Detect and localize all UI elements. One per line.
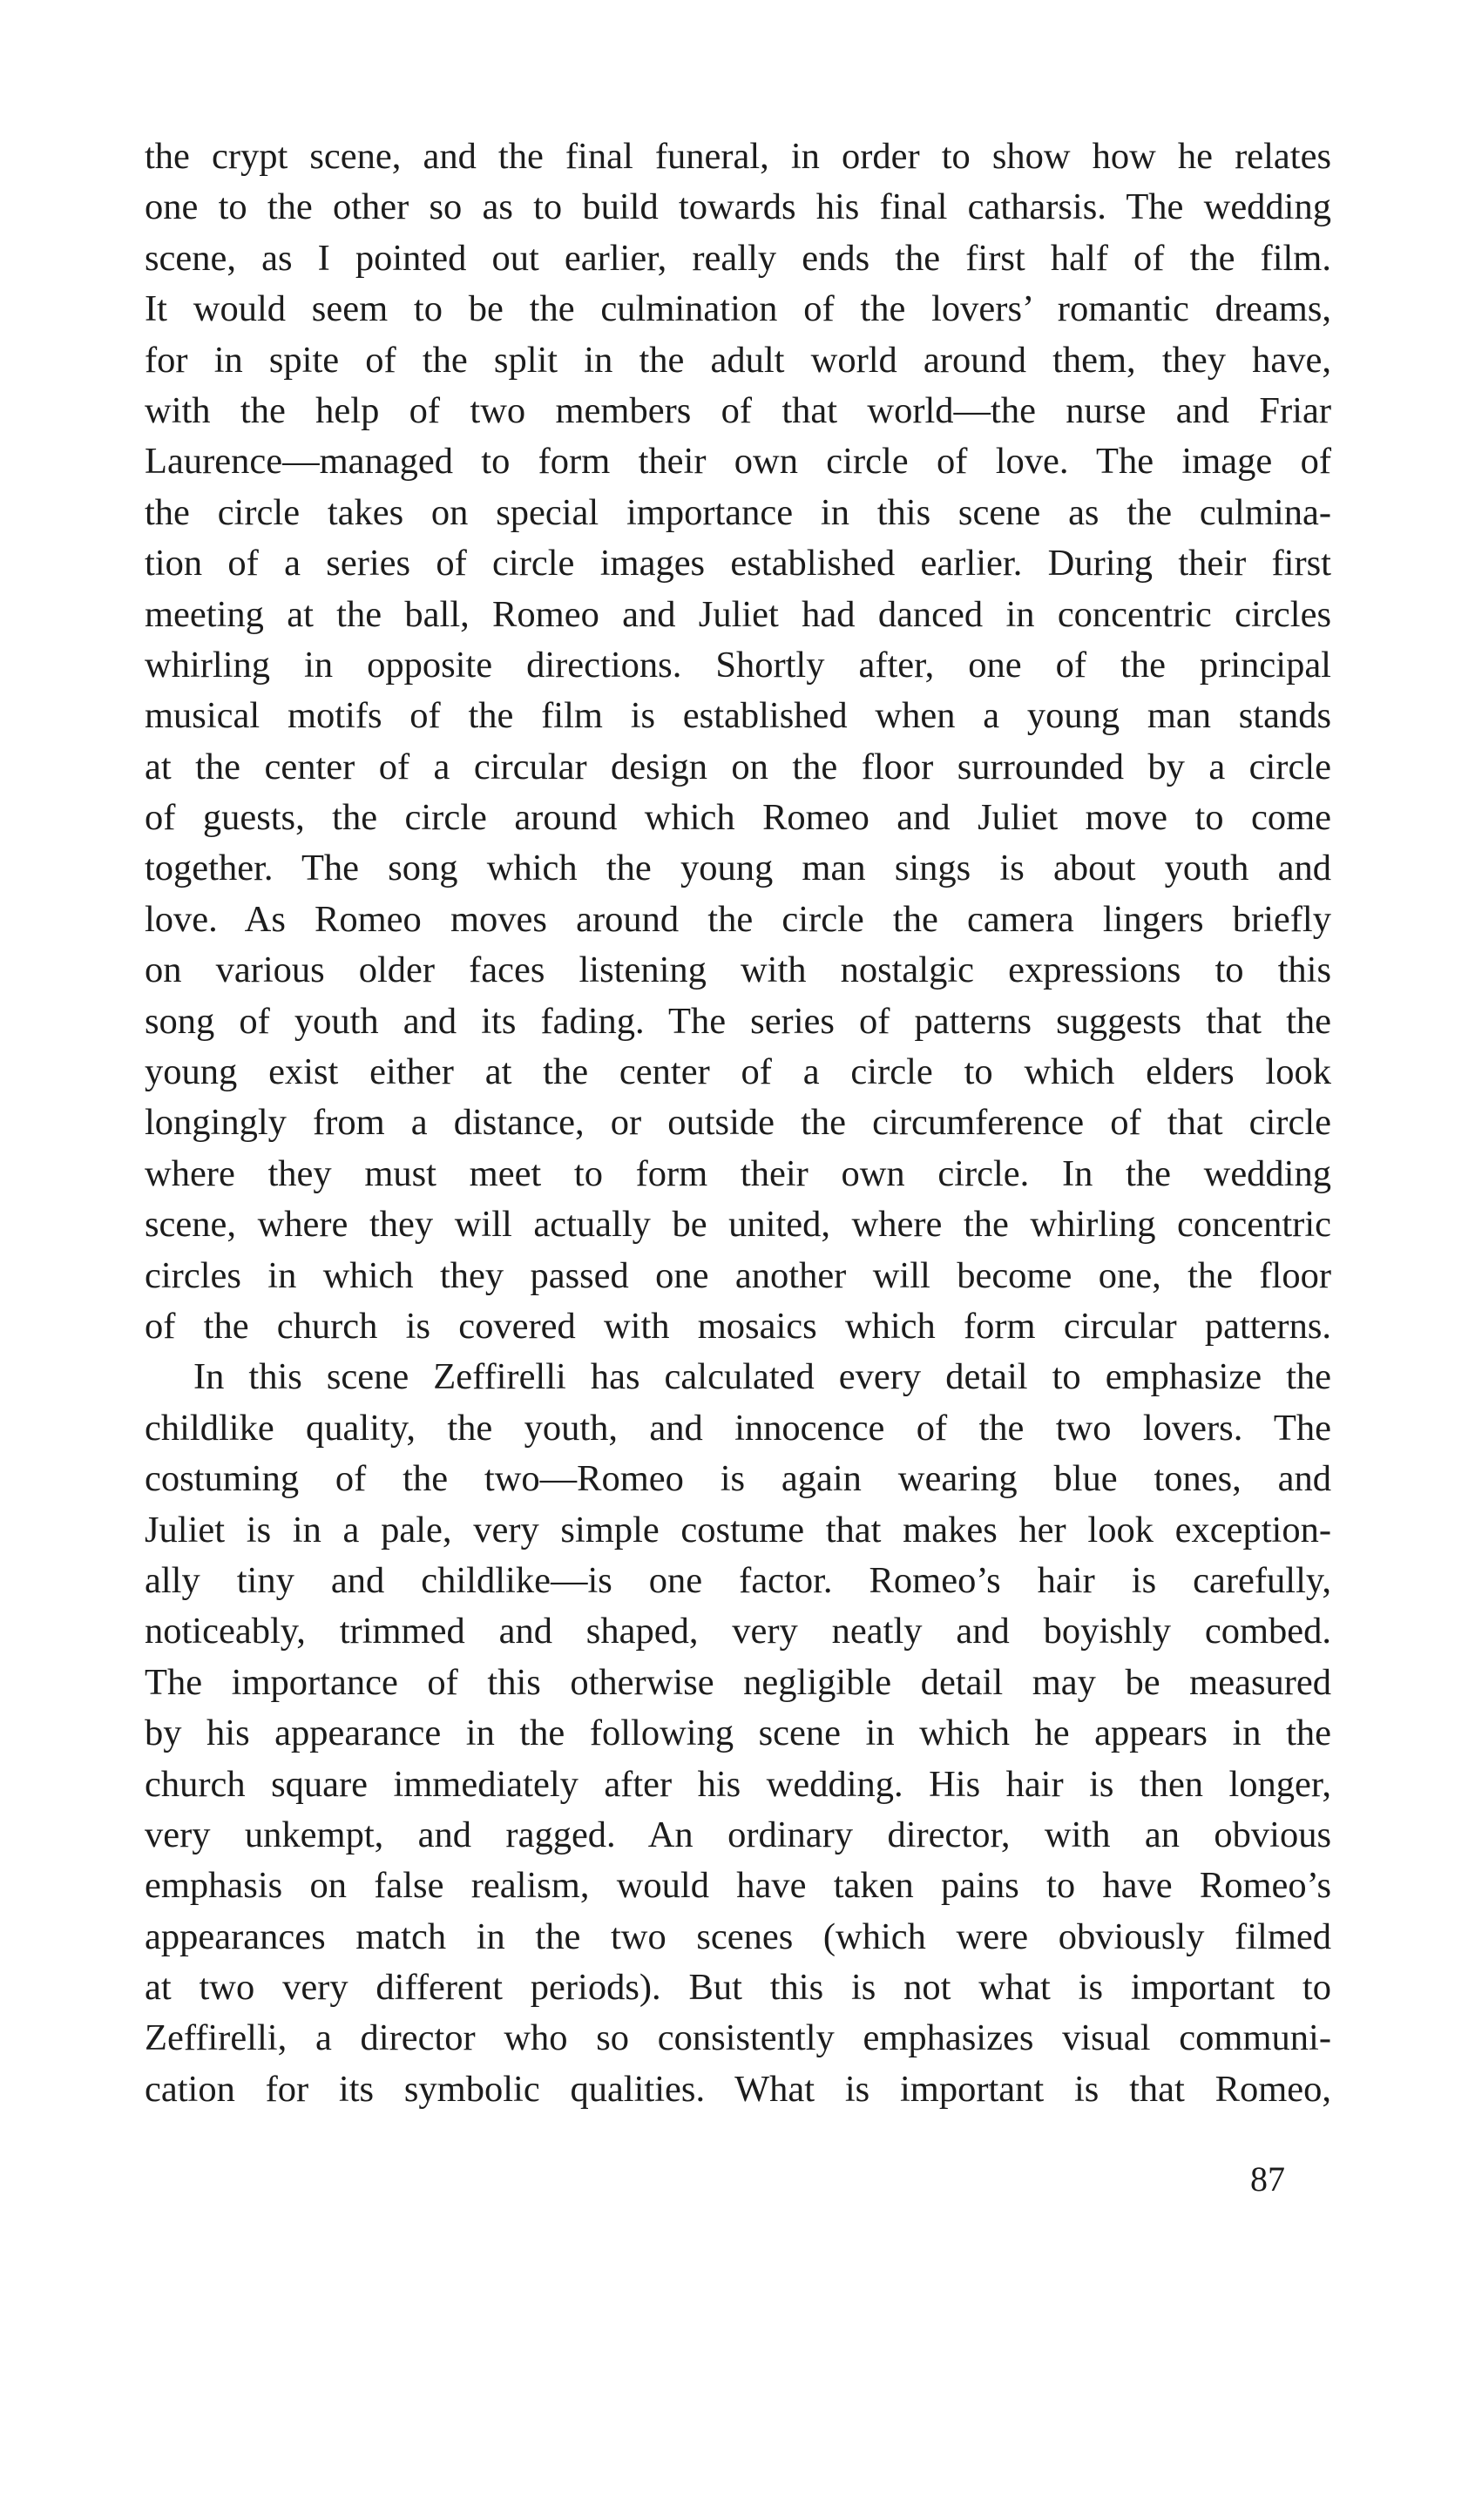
text-line: church square immediately after his wedding. His hair is then longer, [145,1763,1331,1805]
text-line: Juliet is in a pale, very simple costume that makes her look exception- [145,1509,1331,1551]
text-line: the circle takes on special importance in this scene as the culmina- [145,491,1331,533]
text-line: whirling in opposite directions. Shortly after, one of the principal [145,644,1331,686]
text-line: The importance of this otherwise negligible detail may be measured [145,1661,1331,1703]
text-line: on various older faces listening with nostalgic expressions to this [145,949,1331,991]
text-line: by his appearance in the following scene in which he appears in the [145,1713,1331,1754]
text-line: at two very different periods). But this is not what is important to [145,1967,1331,2009]
text-line: Zeffirelli, a director who so consistently emphasizes visual communi- [145,2017,1331,2059]
text-line: the crypt scene, and the final funeral, in order to show how he relates [145,136,1331,177]
text-line: tion of a series of circle images established earlier. During their first [145,543,1331,584]
text-line: of guests, the circle around which Romeo and Juliet move to come [145,797,1331,839]
text-line: young exist either at the center of a circle to which elders look [145,1051,1331,1093]
text-line: love. As Romeo moves around the circle the camera lingers briefly [145,898,1331,940]
paragraph-first-line: In this scene Zeffirelli has calculated every detail to emphasize the [193,1356,1331,1398]
text-line: at the center of a circular design on the floor surrounded by a circle [145,746,1331,787]
text-line: for in spite of the split in the adult world around them, they have, [145,339,1331,381]
text-line: childlike quality, the youth, and innocence of the two lovers. The [145,1407,1331,1449]
text-line: It would seem to be the culmination of the lovers’ romantic dreams, [145,288,1331,330]
text-line: cation for its symbolic qualities. What is important is that Romeo, [145,2068,1331,2110]
text-line: Laurence—managed to form their own circle of love. The image of [145,441,1331,483]
text-line: costuming of the two—Romeo is again wearing blue tones, and [145,1458,1331,1500]
text-line: longingly from a distance, or outside the circumference of that circle [145,1102,1331,1144]
text-line: one to the other so as to build towards his final catharsis. The wedding [145,186,1331,228]
text-line: together. The song which the young man sings is about youth and [145,848,1331,889]
text-line: ally tiny and childlike—is one factor. Romeo’s hair is carefully, [145,1559,1331,1601]
text-line: very unkempt, and ragged. An ordinary director, with an obvious [145,1814,1331,1855]
text-line: scene, where they will actually be united, where the whirling concentric [145,1204,1331,1246]
page-number: 87 [1250,2159,1285,2199]
text-line: noticeably, trimmed and shaped, very neatly and boyishly combed. [145,1611,1331,1652]
text-line: song of youth and its fading. The series of patterns suggests that the [145,1000,1331,1042]
body-text [145,132,1331,2115]
text-line: with the help of two members of that world—the nurse and Friar [145,389,1331,431]
text-line: musical motifs of the film is established when a young man stands [145,695,1331,737]
text-line: scene, as I pointed out earlier, really ends the first half of the film. [145,237,1331,279]
text-line: where they must meet to form their own circle. In the wedding [145,1152,1331,1194]
text-line: appearances match in the two scenes (which were obviously filmed [145,1915,1331,1957]
text-line: meeting at the ball, Romeo and Juliet had danced in concentric circles [145,593,1331,635]
text-line: emphasis on false realism, would have taken pains to have Romeo’s [145,1865,1331,1907]
text-line: of the church is covered with mosaics which form circular patterns. [145,1305,1331,1347]
text-line: circles in which they passed one another will become one, the floor [145,1254,1331,1296]
